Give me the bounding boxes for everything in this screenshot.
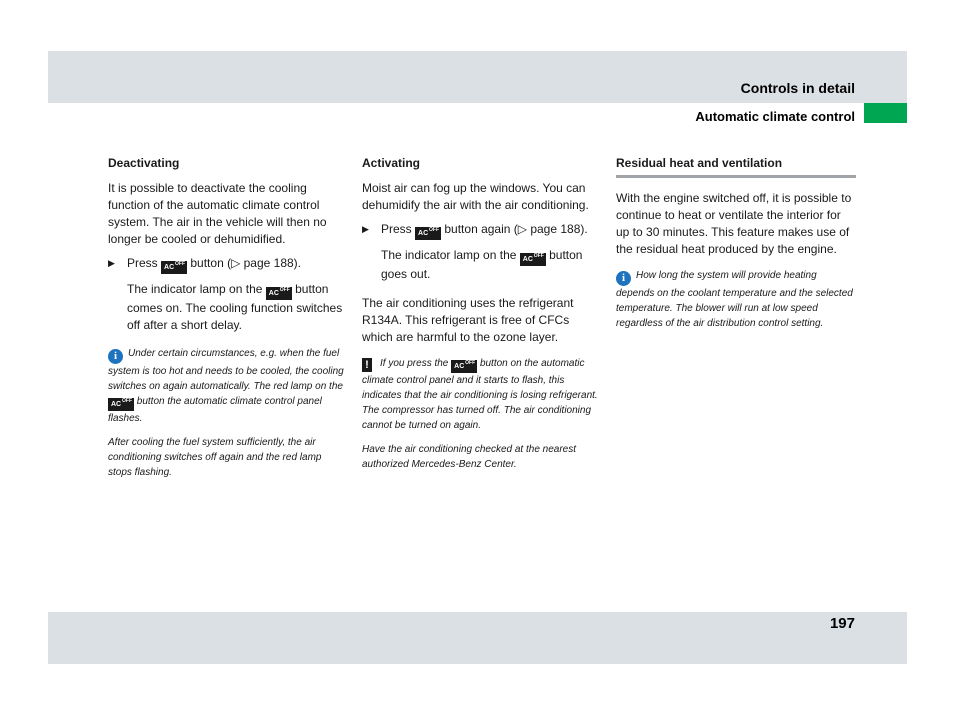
chapter-title: Controls in detail [740, 80, 855, 96]
instruction-step [108, 255, 348, 274]
ac-off-button-icon: AC OFF [266, 287, 292, 300]
step-result: The indicator lamp on the AC OFF button comes on. The cooling function switches off after a short delay. [127, 282, 343, 332]
info-note: i Under certain circumstances, e.g. when the fuel system is too hot and needs to be cooled, the cooling switches on again automatically. The red lamp on the AC OFF button the automatic climate control panel flashes. [108, 348, 344, 424]
ac-off-button-icon: AC OFF [451, 360, 477, 373]
heading-residual-heat: Residual heat and ventilation [616, 156, 856, 178]
ac-off-button-icon: AC OFF [520, 253, 546, 266]
info-icon: i [108, 349, 123, 364]
note-text: Have the air conditioning checked at the nearest authorized Mercedes-Benz Center. [362, 444, 577, 470]
section-title: Automatic climate control [695, 109, 855, 124]
paragraph: It is possible to deactivate the cooling function of the automatic climate control system. The air in the vehicle will then no longer be cooled or dehumidified. [108, 181, 327, 246]
bullet-arrow-icon: ▶ [108, 258, 115, 268]
column-activating [362, 156, 602, 481]
bullet-arrow-icon: ▶ [362, 224, 369, 234]
paragraph: With the engine switched off, it is possible to continue to heat or ventilate the interior for up to 30 minutes. This feature makes use of the residual heat produced by the engine. [616, 191, 852, 256]
step-result: The indicator lamp on the AC OFF button goes out. [381, 248, 583, 281]
heading-activating: Activating [362, 156, 421, 170]
ac-off-button-icon: AC OFF [108, 398, 134, 411]
ac-off-button-icon: AC OFF [415, 227, 441, 240]
step-text: button again (▷ page 188). [444, 222, 588, 236]
instruction-step [362, 221, 602, 240]
column-deactivating [108, 156, 348, 489]
info-icon: i [616, 271, 631, 286]
section-tab-marker [864, 103, 907, 123]
paragraph: Moist air can fog up the windows. You can dehumidify the air with the air conditioning. [362, 181, 589, 212]
paragraph: The air conditioning uses the refrigerant R134A. This refrigerant is free of CFCs which are harmful to the ozone layer. [362, 296, 574, 344]
footer-band [48, 612, 907, 664]
column-residual-heat [616, 156, 856, 340]
step-text: Press [381, 222, 412, 236]
heading-deactivating: Deactivating [108, 156, 180, 170]
step-text: button (▷ page 188). [190, 256, 302, 270]
page-number: 197 [829, 615, 855, 632]
ac-off-button-icon: AC OFF [161, 261, 187, 274]
step-text: Press [127, 256, 158, 270]
info-note: i How long the system will provide heating depends on the coolant temperature and the selected temperature. The blower will run at low speed regardless of the air distribution control setting. [616, 270, 853, 329]
warning-icon: ! [362, 358, 372, 372]
note-text: After cooling the fuel system sufficiently, the air conditioning switches off again and the red lamp stops flashing. [108, 437, 322, 478]
warning-note: ! If you press the AC OFF button on the automatic climate control panel and it starts to flash, this indicates that the air conditioning is losing refrigerant. The compressor has turned off. The air conditioning cannot be turned on again. [362, 358, 598, 431]
